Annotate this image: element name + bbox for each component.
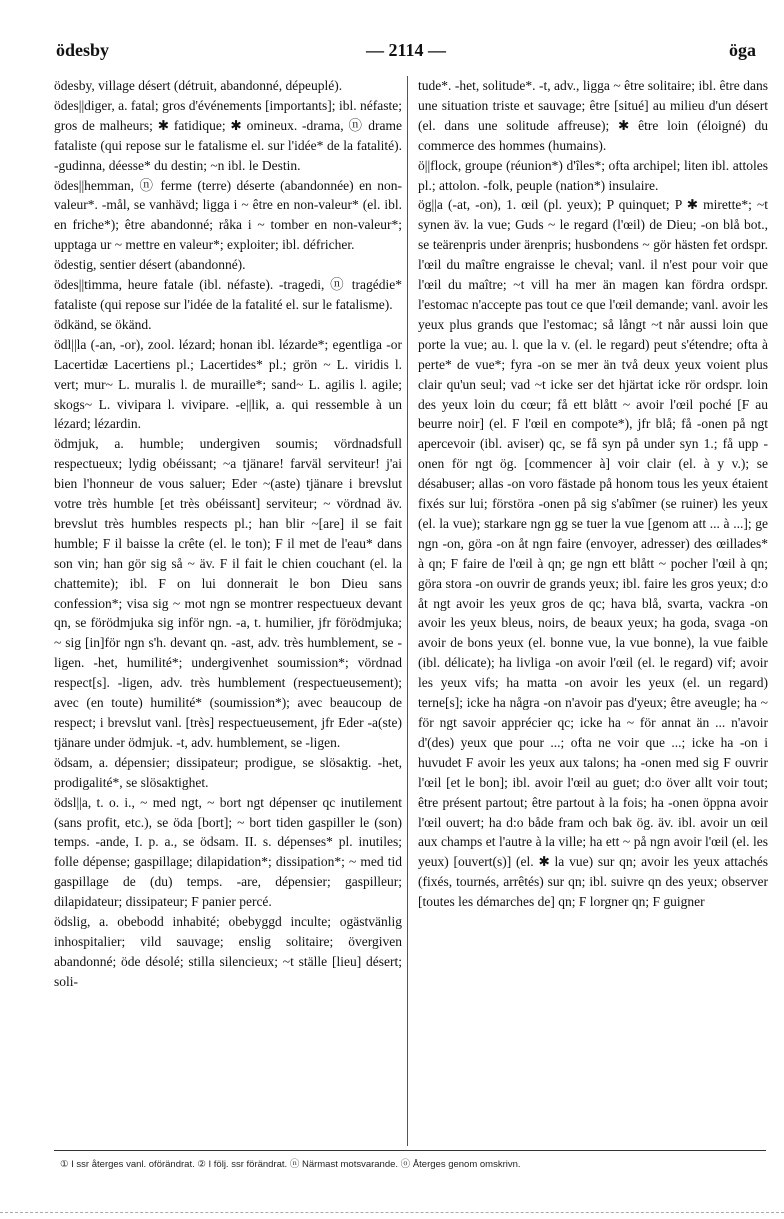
page-number: — 2114 —	[365, 40, 446, 60]
dictionary-entry: ödesby, village désert (détruit, abandonné, dépeuplé).	[54, 78, 343, 93]
left-column	[54, 76, 402, 1146]
dictionary-entry: ödslig, a. obebodd inhabité; obebyggd inculte; ogästvänlig inhospitalier; vild sauvage; enslig solitaire; övergiven abandonné; öde désolé; stilla silencieux; ~t ställe [lieu] désert; soli-	[54, 914, 402, 989]
dictionary-entry: ödestig, sentier désert (abandonné).	[54, 257, 246, 273]
left-running-headword: ödesby	[56, 40, 110, 60]
right-running-headword: öga	[729, 40, 756, 60]
page-header	[56, 40, 756, 66]
column-divider	[407, 76, 408, 1146]
dictionary-entry: ödsl||a, t. o. i., ~ med ngt, ~ bort ngt dépenser qc inutilement (sans profit, etc.), se öda [bort]; ~ bort tiden gaspiller le (son) temps. -ande, I. p. a., se ödsam. II. s. dépenses* pl. inutiles; folle dépense; gaspillage; dilapidation*; dissipation*; ~ med tid gaspillage de (du) temps. -are, dépensier; gaspilleur; dilapidateur; dissipateur; F panier percé.	[54, 794, 402, 910]
dictionary-entry: tude*. -het, solitude*. -t, adv., ligga ~ être solitaire; ibl. être dans une situation triste et sauvage; être [situé] au milieu d'un désert (el. dans une solitude affreuse); ✱ être loin (éloigné) du commerce des hommes (humains).	[418, 78, 768, 153]
dictionary-entry: ödl||la (-an, -or), zool. lézard; honan ibl. lézarde*; egentliga -or Lacertidæ Lacertiens pl.; Lacertides* pl.; grön ~ L. viridis l. vert; mur~ L. muralis l. de muraille*; sand~ L. agilis l. agile; skogs~ L. vivipara l. vivipare. -e||lik, a. qui ressemble à un lézard; lézardin.	[54, 336, 402, 432]
dictionary-entry: ödkänd, se ökänd.	[54, 316, 152, 332]
dictionary-entry: ödes||hemman, ⓝ ferme (terre) déserte (abandonnée) en non-valeur*. -mål, se vanhävd; ligga i ~ être en non-valeur* (el. ibl. en friche*); être abandonné; råka i ~ tomber en non-valeur*; upptaga ur ~ mettre en valeur*; exploiter; ibl. défricher.	[54, 177, 402, 253]
dictionary-entry: ö||flock, groupe (réunion*) d'îles*; ofta archipel; liten ibl. attoles pl.; attolon. -folk, peuple (nation*) insulaire.	[418, 157, 768, 193]
dictionary-entry: ödes||timma, heure fatale (ibl. néfaste). -tragedi, ⓝ tragédie* fataliste (qui repose sur l'idée de la fatalité el. sur le fatalisme).	[54, 277, 402, 312]
right-column	[418, 76, 768, 1146]
page-cut-line	[0, 1212, 784, 1213]
dictionary-entry: ödes||diger, a. fatal; gros d'événements [importants]; ibl. néfaste; gros de malheurs; ✱ fatidique; ✱ omineux. -drama, ⓝ drame fataliste (qui repose sur le fatalisme el. sur l'idée* de la fatalité). -gudinna, déesse* du destin; ~n ibl. le Destin.	[54, 97, 402, 173]
dictionary-entry: ödsam, a. dépensier; dissipateur; prodigue, se slösaktig. -het, prodigalité*, se slösaktighet.	[54, 754, 402, 790]
footnote-rule	[54, 1150, 766, 1151]
dictionary-entry: ödmjuk, a. humble; undergiven soumis; vördnadsfull respectueux; lydig obéissant; ~a tjänare! farväl serviteur! j'ai bien l'honneur de vous saluer; Eder ~(aste) tjänare i brevslut votre très humble [et très obéissant] serviteur; ~ vördnad äv. brevslut très humbles respects pl.; han blir ~[are] il se fait humble; F il baisse la crête (el. le ton); F il met de l'eau* dans son vin; han gör sig så ~ äv. F il fait le chien couchant (el. la chattemite); ibl. F on lui donnerait le bon Dieu sans confession*; visa sig ~ mot ngn se montrer respectueux devant qn, se förödmjuka sig inför ngn. -a, t. humilier, jfr förödmjuka; ~ sig [in]för ngn s'h. devant qn. -ast, adv. très humblement, se -ligen. -het, humilité*; undergivenhet soumission*; vördnad respect[s]. -ligen, adv. très humblement (respectueusement); avec (en toute) humilité* (soumission*); avec beaucoup de respect; i brevslut vanl. [très] respectueusement, jfr Eder -a(ste) tjänare under ödmjuk. -t, adv. humblement, se -ligen.	[54, 436, 402, 750]
dictionary-entry: ög||a (-at, -on), 1. œil (pl. yeux); P quinquet; P ✱ mirette*; ~t synen äv. la vue; Guds ~ le regard (l'œil) de Dieu; -on blå bot., se teärenpris under ärenpris; husbondens ~ gör hästen fet ordspr. l'œil du maître engraisse le cheval; vanl. il n'est pour voir que l'œil du maître; ~t vill ha mer än magen kan fördra ordspr. l'estomac n'accepte pas tout ce que l'œil demande; vanl. avoir les yeux plus grands que l'estomac; så långt ~t når aussi loin que porte la vue; au. l. que la v. (el. le regard) peut s'étendre; ofta à perte* de vue*; fyra -on se mer än två deux yeux voient plus clair qu'un seul; vad ~t icke ser det hjärtat icke rör ordspr. loin des yeux loin du cœur; få ett blått ~ avoir l'œil poché [F au beurre noir] (el. F l'œil en compote*), jfr blå; få -onen på ngt apercevoir (ibl. aviser) qc, se få syn på under syn 1.; få upp -onen för ngt ög. [commencer à] voir clair (el. à y v.); se désabuser; allas -on voro fästade på honom tous les yeux étaient fixés sur lui; förstöra -onen på sig s'abîmer (se ruiner) les yeux (el. la vue); starkare ngn gg se tuer la vue [genom att ... à ...]; ge ngn -on, göra -on åt ngn faire (envoyer, adresser) des œillades* à qn; F faire de l'œil à qn; ge ngn ett blått ~ pocher l'œil à qn; göra stora -on ouvrir de grands yeux; ibl. faire les gros yeux; d:o åt ngt avoir les yeux gros de qc; hava blå, svarta, vackra -on avoir les yeux bleus, noirs, de beaux yeux; ha goda, svaga -on avoir de bons yeux (el. bonne vue, la vue bonne), la vue faible (ibl. délicate); ha livliga -on avoir l'œil (el. le regard) vif; avoir les yeux vifs; ha matta -on avoir les yeux (el. un regard) terne[s]; icke ha några -on n'avoir pas d'yeux; être aveugle; ha ~ för ngt savoir apprécier qc; icke ha ~ för annat än ... n'avoir d'(des) yeux que pour ...; ofta ne voir que ...; icke ha -on i huvudet F avoir les yeux aux talons; ha -onen med sig F ouvrir l'œil [et le bon]; ibl. avoir l'œil au guet; d:o över allt voir tout; être présent partout; être partout à la fois; ha -onen öppna avoir l'œil ouvert; ha d:o både fram och bak ög. äv. ibl. avoir un œil aux champs et l'autre à la ville; ha ett ~ på ngn avoir l'œil (el. les yeux) [ouvert(s)] (el. ✱ la vue) sur qn; avoir les yeux attachés (fixés, tournés, arrêtés) sur qn; ibl. suivre qn des yeux; observer [toutes les démarches de] qn; F lorgner qn; F guigner	[418, 197, 768, 910]
footnote-legend: ① I ssr återges vanl. oförändrat. ② I följ. ssr förändrat. ⓝ Närmast motsvarande. ⓞ Återges genom omskrivn.	[60, 1159, 521, 1170]
